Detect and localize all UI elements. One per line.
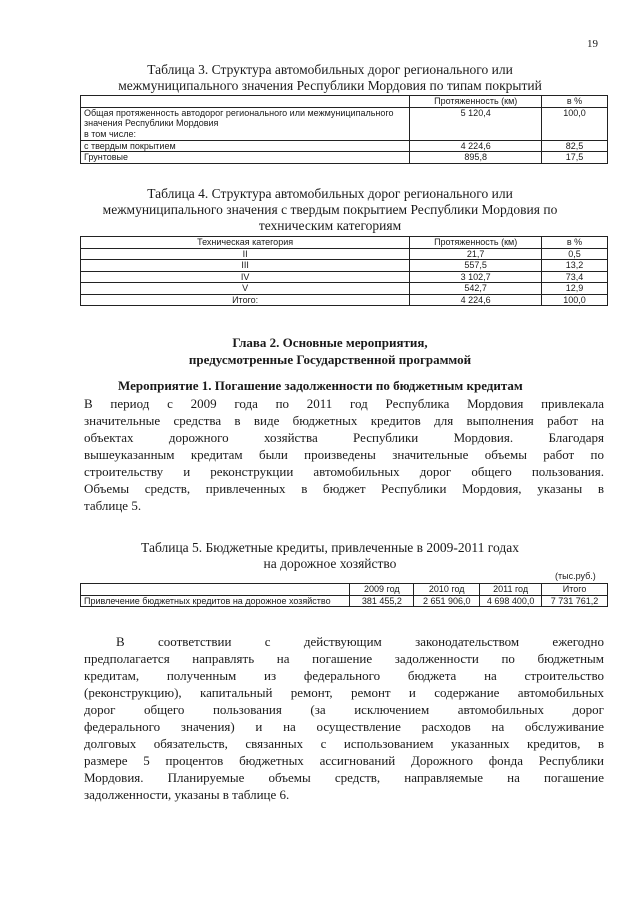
table-cell: 13,2 [542,260,608,272]
table3-caption-line2: межмуниципального значения Республики Мордовия по типам покрытий [118,78,542,93]
table-cell: Итого: [81,294,410,306]
paragraph-line: строительству и реконструкции автомобильных дорог общего пользования. [84,464,604,479]
table4-caption-line2: межмуниципального значения с твердым покрытием Республики Мордовия по [102,202,558,217]
table4-caption-line1: Таблица 4. Структура автомобильных дорог регионального или [147,186,513,201]
paragraph-line: предполагается направлять на погашение задолженности по бюджетным [84,651,604,666]
table5-header-row [81,584,608,596]
table-row [81,152,608,164]
measure1-heading: Мероприятие 1. Погашение задолженности по бюджетным кредитам [118,378,523,393]
table-cell: 4 224,6 [410,294,542,306]
table-cell: IV [81,271,410,283]
page-number: 19 [587,38,598,50]
table-header-cell: в % [542,96,608,108]
table-row [81,294,608,306]
paragraph-line: долговых обязательств, связанных с использованием указанных кредитов, в [84,736,604,751]
table-header-cell [81,584,350,596]
table-cell: Грунтовые [81,152,410,164]
table-cell: 557,5 [410,260,542,272]
table-cell: III [81,260,410,272]
paragraph-line: дорог общего пользования (за исключением автомобильных дорог [84,702,604,717]
table3-caption [80,62,580,94]
table4-header-row [81,237,608,249]
table3 [80,95,608,164]
table5-caption [80,540,580,572]
table-cell: 5 120,4 [410,107,542,140]
table-cell: 0,5 [542,248,608,260]
table-row [81,248,608,260]
table-cell: 542,7 [410,283,542,295]
paragraph-line: В период с 2009 года по 2011 год Республика Мордовия привлекала [84,396,604,411]
table3-caption-line1: Таблица 3. Структура автомобильных дорог регионального или [147,62,513,77]
table4 [80,236,608,306]
paragraph-line: Объемы средств, привлеченных в бюджет Республики Мордовия, указаны в [84,481,604,496]
table-cell: 895,8 [410,152,542,164]
table-header-cell: 2010 год [414,584,480,596]
chapter-heading-line2: предусмотренные Государственной программой [188,352,472,367]
paragraph-line: значительные средства в виде бюджетных кредитов для выполнения работ на [84,413,604,428]
table-cell: 3 102,7 [410,271,542,283]
paragraph-line: размере 5 процентов бюджетных ассигнований Дорожного фонда Республики [84,753,604,768]
table-header-cell [81,96,410,108]
table-cell: с твердым покрытием [81,140,410,152]
row-label: в том числе: [84,128,136,139]
measure1-paragraph [84,395,604,514]
table-header-cell: Итого [542,584,608,596]
paragraph-line: вышеуказанным кредитам были произведены значительные объемы работ по [84,447,604,462]
table-header-cell: Техническая категория [81,237,410,249]
table-header-cell: 2009 год [350,584,414,596]
table-cell: 7 731 761,2 [542,595,608,607]
table-cell: Привлечение бюджетных кредитов на дорожное хозяйство [81,595,350,607]
chapter-heading [80,334,580,368]
table-cell: 100,0 [542,107,608,140]
table-header-cell: Протяженность (км) [410,96,542,108]
table-row [81,107,608,140]
table-cell: 100,0 [542,294,608,306]
chapter-heading-line1: Глава 2. Основные мероприятия, [232,335,428,350]
table-cell: 21,7 [410,248,542,260]
table-row [81,140,608,152]
table5 [80,583,608,607]
table-cell: 12,9 [542,283,608,295]
paragraph-line: задолженности, указаны в таблице 6. [84,787,290,802]
row-label: Общая протяженность автодорог регионального или межмуниципального значения Республики Мордовия [84,107,394,128]
table-cell: V [81,283,410,295]
table4-caption-line3: техническим категориям [258,218,402,233]
paragraph-line: таблице 5. [84,498,142,513]
table-row [81,283,608,295]
table-header-cell: 2011 год [480,584,542,596]
table4-caption [70,186,590,234]
table-cell: 4 224,6 [410,140,542,152]
table-cell: 381 455,2 [350,595,414,607]
table-cell: 82,5 [542,140,608,152]
table-row [81,260,608,272]
table5-caption-line2: на дорожное хозяйство [263,556,397,571]
table-cell: 2 651 906,0 [414,595,480,607]
table-row [81,595,608,607]
paragraph-line: (реконструкцию), капитальный ремонт, ремонт и содержание автомобильных [84,685,604,700]
table3-header-row [81,96,608,108]
paragraph-line: кредитам, полученным из федерального бюджета на строительство [84,668,604,683]
paragraph-line: объектах дорожного хозяйства Республики Мордовия. Благодаря [84,430,604,445]
paragraph-line: Мордовия. Планируемые объемы средств, направляемые на погашение [84,770,604,785]
closing-paragraph [84,633,604,803]
table-cell: 73,4 [542,271,608,283]
table-cell: II [81,248,410,260]
table5-unit: (тыс.руб.) [555,571,596,581]
table5-caption-line1: Таблица 5. Бюджетные кредиты, привлеченные в 2009-2011 годах [141,540,519,555]
paragraph-line: федерального значения) и на осуществление расходов на обслуживание [84,719,604,734]
table-header-cell: в % [542,237,608,249]
paragraph-line: В соответствии с действующим законодательством ежегодно [116,634,604,649]
table-cell: 4 698 400,0 [480,595,542,607]
table-header-cell: Протяженность (км) [410,237,542,249]
table-row [81,271,608,283]
table-cell: 17,5 [542,152,608,164]
table-cell [81,107,410,140]
